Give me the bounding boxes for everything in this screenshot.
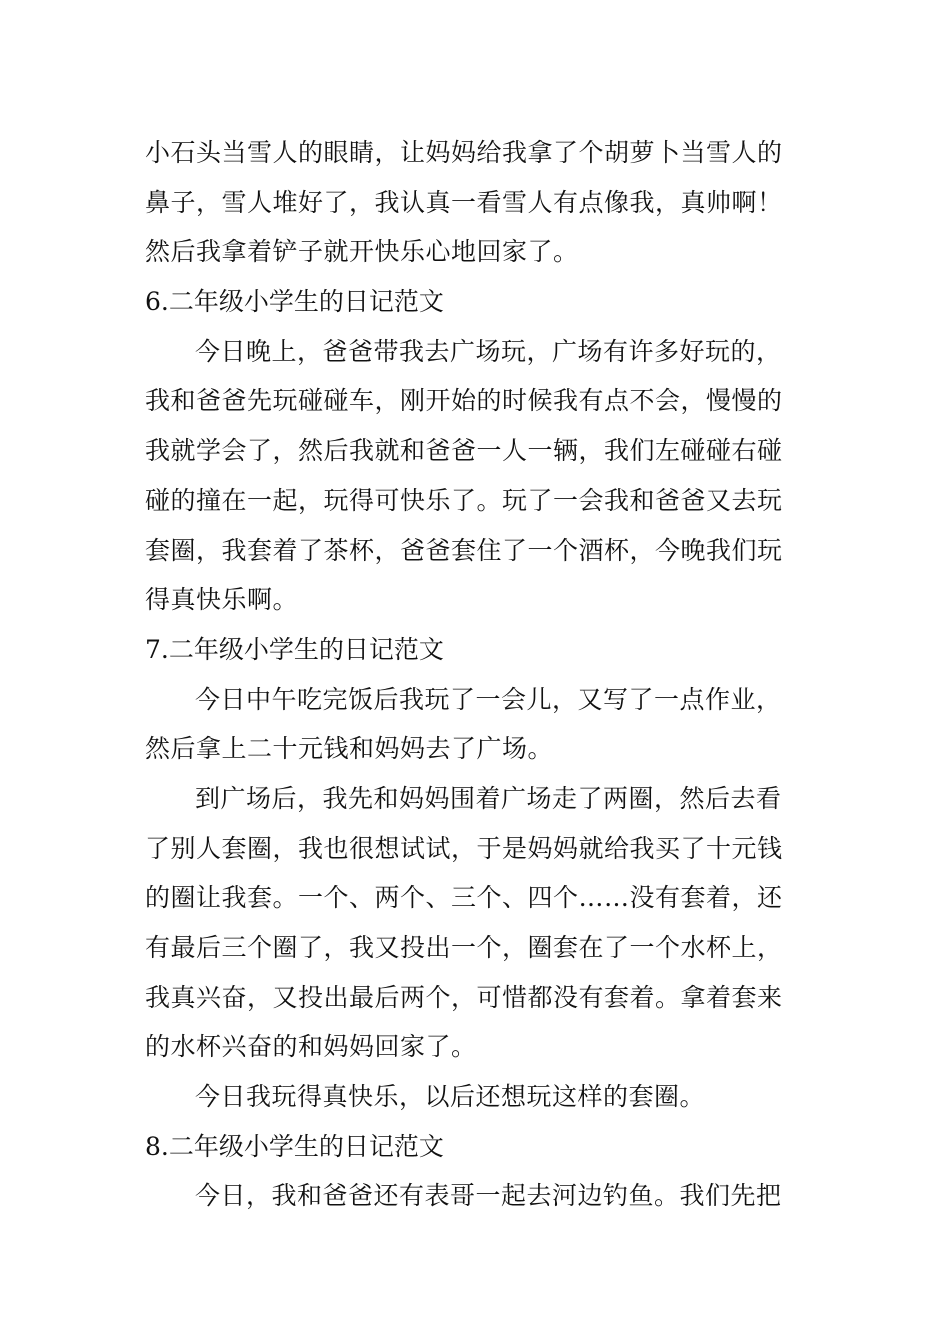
paragraph [145, 327, 810, 625]
document-body [145, 128, 810, 1221]
paragraph [145, 1072, 810, 1122]
paragraph-line: 得真快乐啊。 [145, 585, 299, 615]
paragraph [145, 774, 810, 1072]
paragraph-line: 鼻子，雪人堆好了，我认真一看雪人有点像我，真帅啊！ [145, 187, 783, 217]
paragraph-line: 碰的撞在一起，玩得可快乐了。玩了一会我和爸爸又去玩 [145, 485, 783, 515]
paragraph-line: 了别人套圈，我也很想试试，于是妈妈就给我买了十元钱 [145, 833, 783, 863]
paragraph-line: 我就学会了，然后我就和爸爸一人一辆，我们左碰碰右碰 [145, 436, 783, 466]
paragraph-line: 今日晚上，爸爸带我去广场玩，广场有许多好玩的， [195, 336, 782, 366]
paragraph [145, 128, 810, 277]
paragraph-line: 然后我拿着铲子就开快乐心地回家了。 [145, 237, 579, 267]
paragraph-line: 我真兴奋，又投出最后两个，可惜都没有套着。拿着套来 [145, 982, 783, 1012]
paragraph-line: 今日我玩得真快乐，以后还想玩这样的套圈。 [195, 1082, 706, 1112]
paragraph-line: 的圈让我套。一个、两个、三个、四个……没有套着，还 [145, 883, 783, 913]
paragraph-line: 小石头当雪人的眼睛，让妈妈给我拿了个胡萝卜当雪人的 [145, 138, 783, 167]
paragraph-line: 我和爸爸先玩碰碰车，刚开始的时候我有点不会，慢慢的 [145, 386, 783, 416]
paragraph-line: 然后拿上二十元钱和妈妈去了广场。 [145, 734, 554, 764]
paragraph [145, 675, 810, 774]
paragraph-line: 今日，我和爸爸还有表哥一起去河边钓鱼。我们先把 [195, 1181, 782, 1211]
paragraph-line: 套圈，我套着了茶杯，爸爸套住了一个酒杯，今晚我们玩 [145, 535, 783, 565]
section-heading: 8.二年级小学生的日记范文 [145, 1131, 444, 1161]
paragraph-line: 到广场后，我先和妈妈围着广场走了两圈，然后去看 [195, 783, 782, 813]
section-heading: 7.二年级小学生的日记范文 [145, 634, 444, 664]
paragraph-line: 的水杯兴奋的和妈妈回家了。 [145, 1032, 477, 1062]
paragraph-line: 今日中午吃完饭后我玩了一会儿，又写了一点作业， [195, 684, 782, 714]
section-heading: 6.二年级小学生的日记范文 [145, 287, 444, 317]
paragraph [145, 1171, 810, 1221]
paragraph-line: 有最后三个圈了，我又投出一个，圈套在了一个水杯上， [145, 933, 783, 962]
